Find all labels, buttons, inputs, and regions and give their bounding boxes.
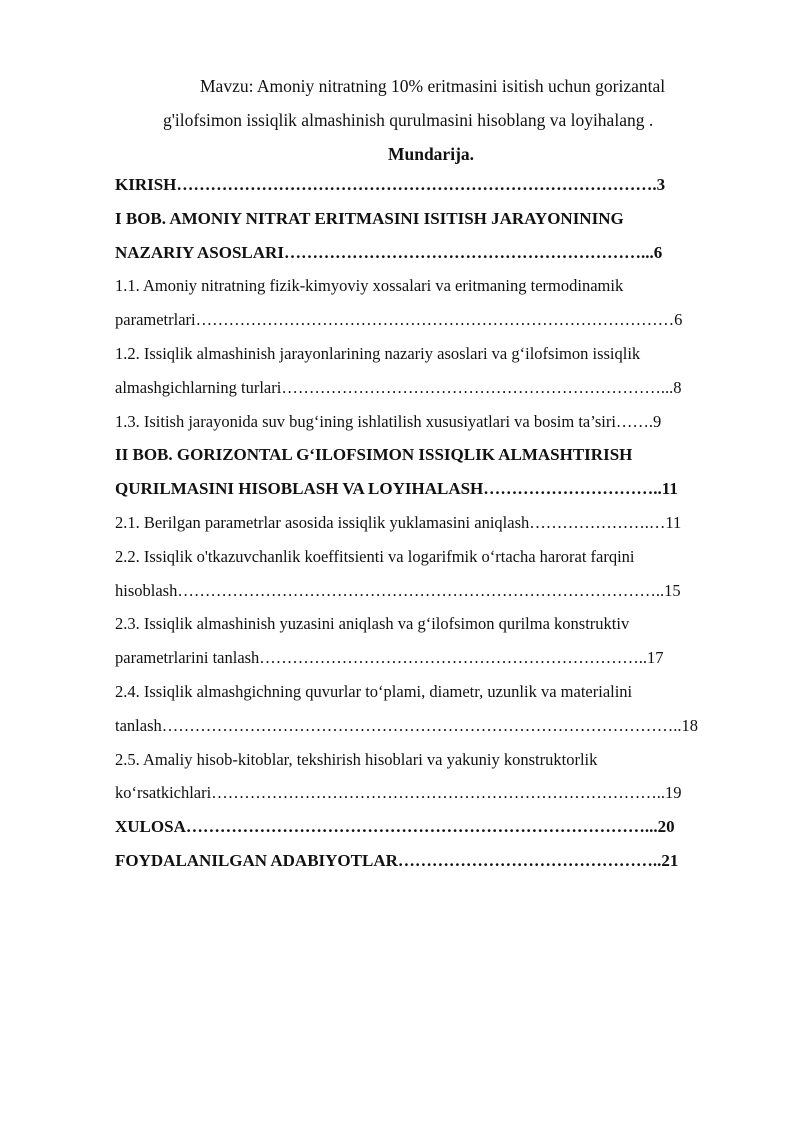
toc-line: 2.5. Amaliy hisob-kitoblar, tekshirish hisoblari va yakuniy konstruktorlik: [115, 750, 598, 769]
toc-heading: Mundarija.: [387, 144, 475, 164]
toc-line: parametrlarini tanlash……………………………………………………………..17: [115, 648, 664, 667]
toc-line: 2.3. Issiqlik almashinish yuzasini aniqlash va g‘ilofsimon qurilma konstruktiv: [115, 614, 630, 633]
toc-line: KIRISH………………………………………………………………………….3: [115, 175, 666, 194]
toc-line: XULOSA………………………………………………………………………...20: [115, 817, 675, 836]
toc-line: parametrlari……………………………………………………………………………6: [115, 310, 683, 329]
toc-line: NAZARIY ASOSLARI………………………………………………………...6: [115, 243, 663, 262]
toc-line: ko‘rsatkichlari………………………………………………………………………..19: [115, 783, 682, 802]
toc-line: FOYDALANILGAN ADABIYOTLAR………………………………………..21: [115, 851, 679, 870]
document-title-line-2: g'ilofsimon issiqlik almashinish qurulmasini hisoblang va loyihalang .: [163, 110, 654, 130]
toc-line: 1.2. Issiqlik almashinish jarayonlarining nazariy asoslari va g‘ilofsimon issiqlik: [115, 344, 641, 363]
toc-line: tanlash…………………………………………………………………………………..18: [115, 716, 698, 735]
toc-line: hisoblash……………………………………………………………………………..15: [115, 581, 681, 600]
toc-line: 2.4. Issiqlik almashgichning quvurlar to‘plami, diametr, uzunlik va materialini: [115, 682, 633, 701]
toc-line: 2.2. Issiqlik o'tkazuvchanlik koeffitsienti va logarifmik o‘rtacha harorat farqini: [115, 547, 635, 566]
toc-line: II BOB. GORIZONTAL G‘ILOFSIMON ISSIQLIK ALMASHTIRISH: [115, 445, 633, 464]
document-title-line-1: Mavzu: Amoniy nitratning 10% eritmasini isitish uchun gorizantal: [200, 76, 666, 96]
toc-line: I BOB. AMONIY NITRAT ERITMASINI ISITISH JARAYONINING: [115, 209, 624, 228]
toc-line: 1.1. Amoniy nitratning fizik-kimyoviy xossalari va eritmaning termodinamik: [115, 276, 624, 295]
toc-line: almashgichlarning turlari……………………………………………………………...8: [115, 378, 682, 397]
toc-line: 1.3. Isitish jarayonida suv bug‘ining ishlatilish xususiyatlari va bosim ta’siri…….9: [115, 412, 662, 431]
toc-line: QURILMASINI HISOBLASH VA LOYIHALASH…………………………..11: [115, 479, 678, 498]
toc-line: 2.1. Berilgan parametrlar asosida issiqlik yuklamasini aniqlash………………….…11: [115, 513, 682, 532]
